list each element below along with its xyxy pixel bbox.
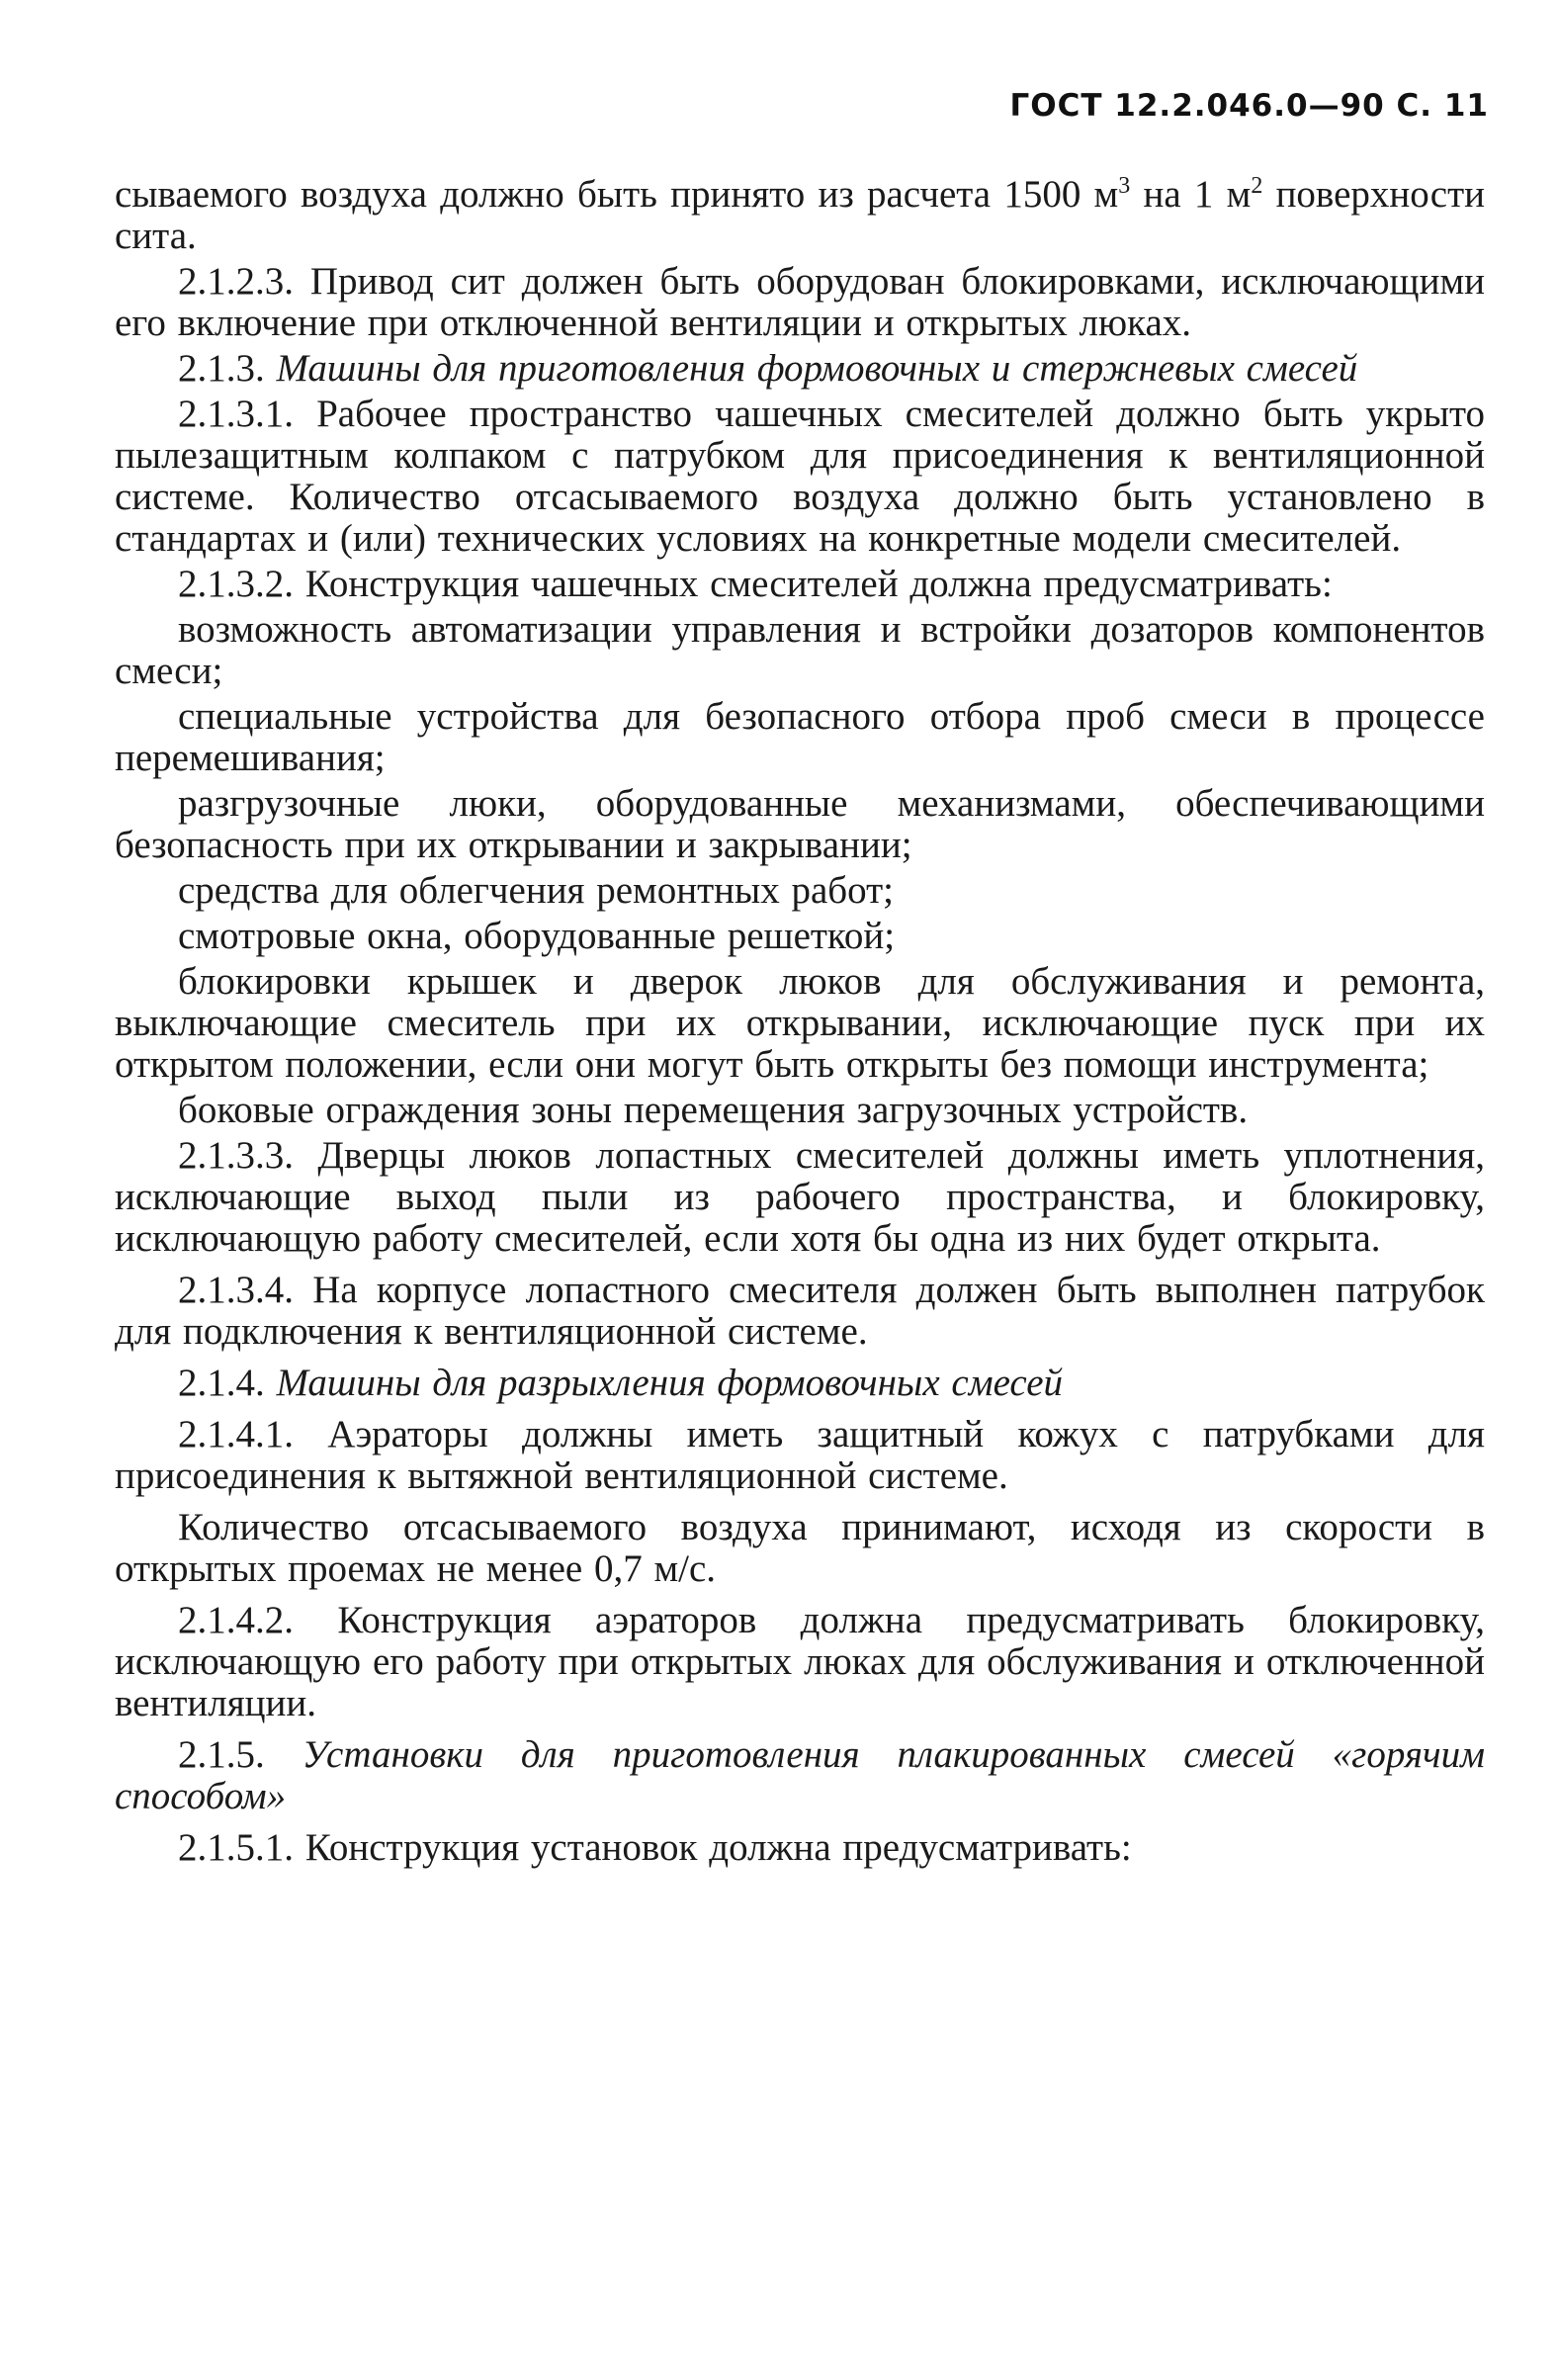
paragraph-2-1-4-1: 2.1.4.1. Аэраторы должны иметь защитный кожух с патрубками для присоединения к вытяжной вентиляционной системе. [115,1413,1485,1497]
paragraph-continuation [115,174,1485,257]
section-number: 2.1.3. [178,347,277,390]
paragraph-air-quantity: Количество отсасываемого воздуха принимают, исходя из скорости в открытых проемах не менее 0,7 м/с. [115,1506,1485,1590]
section-title: Машины для разрыхления формовочных смесей [276,1362,1064,1404]
paragraph-2-1-3-2: 2.1.3.2. Конструкция чашечных смесителей должна предусматривать: [178,563,1333,605]
paragraph-2-1-4-2: 2.1.4.2. Конструкция аэраторов должна предусматривать блокировку, исключающую его работу при открытых люках для обслуживания и отключенной вентиляции. [115,1599,1485,1724]
list-item: разгрузочные люки, оборудованные механизмами, обеспечивающими безопасность при их открывании и закрывании; [115,782,1485,866]
section-title: Установки для приготовления плакированных смесей «горячим способом» [115,1733,1485,1817]
list-item: средства для облегчения ремонтных работ; [178,869,894,912]
list-item: специальные устройства для безопасного отбора проб смеси в процессе перемешивания; [115,695,1485,779]
paragraph-2-1-5-1: 2.1.5.1. Конструкция установок должна предусматривать: [178,1826,1132,1869]
page-header: ГОСТ 12.2.046.0—90 С. 11 [1009,88,1489,124]
section-heading-2-1-5 [115,1734,1485,1817]
section-heading-2-1-4 [115,1363,1485,1404]
paragraph-2-1-3-1: 2.1.3.1. Рабочее пространство чашечных смесителей должно быть укрыто пылезащитным колпаком с патрубком для присоединения к вентиляционной системе. Количество отсасываемого воздуха должно быть установлено в стандартах и (или) технических условиях на конкретные модели смесителей. [115,393,1485,560]
section-number: 2.1.5. [178,1733,303,1776]
paragraph-text: сываемого воздуха должно быть принято из расчета 1500 м [115,173,1119,216]
paragraph-2-1-3-3: 2.1.3.3. Дверцы люков лопастных смесителей должны иметь уплотнения, исключающие выход пыли из рабочего пространства, и блокировку, исключающую работу смесителей, если хотя бы одна из них будет открыта. [115,1134,1485,1260]
superscript: 2 [1251,173,1263,199]
list-item: смотровые окна, оборудованные решеткой; [178,915,896,957]
superscript: 3 [1118,173,1131,199]
section-heading-2-1-3 [115,348,1485,390]
list-item: блокировки крышек и дверок люков для обслуживания и ремонта, выключающие смеситель при их открывании, исключающие пуск при их открытом положении, если они могут быть открыты без помощи инструмента; [115,960,1485,1086]
list-item: возможность автоматизации управления и встройки дозаторов компонентов смеси; [115,608,1485,692]
section-number: 2.1.4. [178,1362,277,1404]
paragraph-2-1-2-3: 2.1.2.3. Привод сит должен быть оборудован блокировками, исключающими его включение при отключенной вентиляции и открытых люках. [115,260,1485,344]
document-page [115,0,1489,2380]
list-item: боковые ограждения зоны перемещения загрузочных устройств. [178,1089,1249,1131]
section-title: Машины для приготовления формовочных и стержневых смесей [276,347,1358,390]
document-body [115,174,1485,1873]
paragraph-2-1-3-4: 2.1.3.4. На корпусе лопастного смесителя должен быть выполнен патрубок для подключения к вентиляционной системе. [115,1269,1485,1353]
paragraph-text: на 1 м [1130,173,1252,216]
paragraph-text: поверхности сита. [115,173,1485,257]
